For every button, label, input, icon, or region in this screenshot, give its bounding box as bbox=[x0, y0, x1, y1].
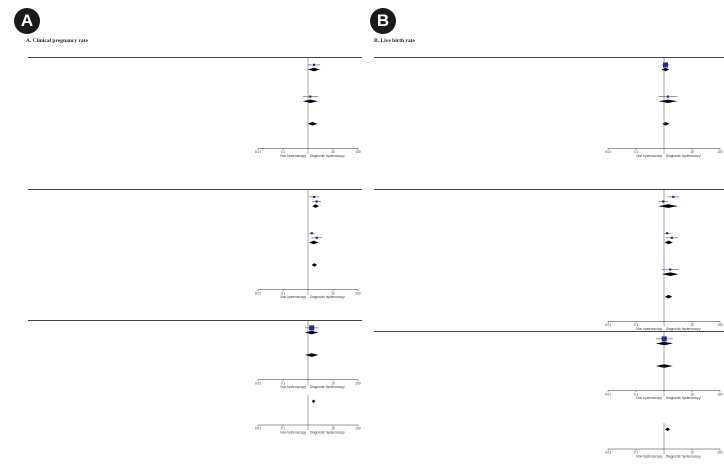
study-square-marker bbox=[672, 196, 674, 198]
x-axis-tick-label: 0.01 bbox=[604, 392, 612, 397]
forest-block bbox=[362, 48, 724, 178]
forest-block bbox=[362, 322, 724, 412]
panel-title-a: A. Clinical pregnancy rate bbox=[26, 38, 88, 44]
x-axis-tick-label: 1 bbox=[307, 150, 309, 155]
x-axis-tick-label: 0.1 bbox=[280, 381, 286, 386]
x-axis-tick-label: 100 bbox=[355, 291, 361, 296]
forest-block bbox=[362, 427, 724, 459]
pooled-diamond-marker bbox=[309, 241, 319, 245]
study-square-marker bbox=[666, 232, 668, 234]
pooled-diamond-marker bbox=[662, 272, 679, 276]
x-axis-tick-label: 0.01 bbox=[604, 450, 612, 455]
x-axis-tick-label: 100 bbox=[717, 150, 723, 155]
favours-left-label: Non-hysteroscopy bbox=[636, 454, 662, 459]
panel-badge-a: A bbox=[14, 8, 40, 34]
pooled-diamond-marker bbox=[662, 122, 669, 126]
study-square-marker bbox=[313, 196, 315, 198]
x-axis-tick-label: 1 bbox=[307, 381, 309, 386]
x-axis-tick-label: 0.1 bbox=[633, 323, 639, 328]
x-axis-tick-label: 0.1 bbox=[633, 150, 639, 155]
forest-block bbox=[0, 311, 362, 390]
panel-b-live-birth bbox=[362, 0, 724, 466]
x-axis-tick-label: 0.01 bbox=[254, 150, 262, 155]
x-axis-tick-label: 1 bbox=[663, 150, 665, 155]
x-axis-tick-label: 100 bbox=[355, 381, 361, 386]
x-axis-tick-label: 0.1 bbox=[280, 291, 286, 296]
study-square-marker bbox=[316, 237, 318, 239]
pooled-diamond-marker bbox=[656, 342, 673, 346]
study-square-marker bbox=[316, 200, 318, 202]
pooled-diamond-marker bbox=[665, 428, 670, 432]
x-axis-tick-label: 1 bbox=[663, 392, 665, 397]
x-axis-tick-label: 100 bbox=[717, 323, 723, 328]
favours-left-label: Non-hysteroscopy bbox=[636, 396, 662, 401]
x-axis-tick-label: 1 bbox=[307, 426, 309, 431]
study-square-marker bbox=[667, 96, 669, 98]
pooled-diamond-marker bbox=[312, 204, 319, 208]
x-axis-tick-label: 0.01 bbox=[254, 426, 262, 431]
favours-right-label: Diagnostic hysteroscopy bbox=[666, 454, 701, 459]
study-square-marker bbox=[311, 232, 313, 234]
pooled-diamond-marker bbox=[308, 122, 318, 126]
x-axis-tick-label: 10 bbox=[331, 150, 335, 155]
x-axis-tick-label: 10 bbox=[690, 450, 694, 455]
pooled-diamond-marker bbox=[659, 99, 678, 103]
x-axis-tick-label: 0.01 bbox=[604, 150, 612, 155]
x-axis-tick-label: 100 bbox=[355, 150, 361, 155]
forest-plot-svg bbox=[362, 322, 724, 442]
x-axis-tick-label: 10 bbox=[690, 392, 694, 397]
pooled-diamond-marker bbox=[312, 263, 317, 267]
favours-right-label: Diagnostic hysteroscopy bbox=[310, 153, 345, 158]
favours-left-label: Non-hysteroscopy bbox=[280, 430, 306, 435]
pooled-diamond-marker bbox=[305, 331, 319, 335]
study-square-marker bbox=[663, 62, 668, 67]
x-axis-tick-label: 100 bbox=[717, 450, 723, 455]
study-square-marker bbox=[313, 64, 315, 66]
forest-block bbox=[0, 48, 362, 188]
favours-right-label: Diagnostic hysteroscopy bbox=[666, 326, 701, 331]
forest-block bbox=[0, 399, 362, 444]
study-square-marker bbox=[669, 268, 671, 270]
favours-left-label: Non-hysteroscopy bbox=[636, 326, 662, 331]
forest-block bbox=[0, 180, 362, 305]
x-axis-tick-label: 10 bbox=[690, 323, 694, 328]
pooled-diamond-marker bbox=[658, 204, 678, 208]
favours-left-label: Non-hysteroscopy bbox=[280, 153, 306, 158]
x-axis-tick-label: 10 bbox=[331, 426, 335, 431]
favours-left-label: Non-hysteroscopy bbox=[636, 153, 662, 158]
favours-left-label: Non-hysteroscopy bbox=[280, 295, 306, 300]
x-axis-tick-label: 10 bbox=[331, 291, 335, 296]
forest-plot-svg bbox=[0, 311, 362, 411]
study-square-marker bbox=[309, 325, 314, 330]
x-axis-tick-label: 0.01 bbox=[254, 381, 262, 386]
favours-right-label: Diagnostic hysteroscopy bbox=[666, 153, 701, 158]
forest-plot-svg bbox=[0, 399, 362, 466]
forest-block bbox=[362, 180, 724, 331]
favours-left-label: Non-hysteroscopy bbox=[280, 385, 306, 390]
pooled-diamond-marker bbox=[303, 99, 318, 103]
favours-right-label: Diagnostic hysteroscopy bbox=[310, 295, 345, 300]
study-square-marker bbox=[309, 96, 311, 98]
x-axis-tick-label: 100 bbox=[717, 392, 723, 397]
x-axis-tick-label: 10 bbox=[331, 381, 335, 386]
pooled-diamond-marker bbox=[664, 241, 672, 245]
favours-right-label: Diagnostic hysteroscopy bbox=[310, 430, 345, 435]
x-axis-tick-label: 0.1 bbox=[633, 392, 639, 397]
x-axis-tick-label: 10 bbox=[690, 150, 694, 155]
forest-plot-svg bbox=[362, 180, 724, 340]
pooled-diamond-marker bbox=[312, 400, 316, 404]
x-axis-tick-label: 0.01 bbox=[254, 291, 262, 296]
x-axis-tick-label: 0.1 bbox=[633, 450, 639, 455]
x-axis-tick-label: 0.1 bbox=[280, 426, 286, 431]
x-axis-tick-label: 0.1 bbox=[280, 150, 286, 155]
pooled-diamond-marker bbox=[305, 353, 319, 357]
pooled-diamond-marker bbox=[656, 364, 673, 368]
panel-title-b: B. Live birth rate bbox=[374, 38, 415, 44]
pooled-diamond-marker bbox=[662, 68, 670, 72]
panel-badge-b: B bbox=[370, 8, 396, 34]
pooled-diamond-marker bbox=[665, 295, 672, 299]
favours-right-label: Diagnostic hysteroscopy bbox=[666, 396, 701, 401]
x-axis-tick-label: 0.01 bbox=[604, 323, 612, 328]
x-axis-tick-label: 1 bbox=[663, 323, 665, 328]
study-square-marker bbox=[671, 237, 673, 239]
pooled-diamond-marker bbox=[308, 68, 320, 72]
x-axis-tick-label: 1 bbox=[307, 291, 309, 296]
forest-plot-svg bbox=[362, 427, 724, 466]
favours-right-label: Diagnostic hysteroscopy bbox=[310, 385, 345, 390]
x-axis-tick-label: 100 bbox=[355, 426, 361, 431]
x-axis-tick-label: 1 bbox=[663, 450, 665, 455]
